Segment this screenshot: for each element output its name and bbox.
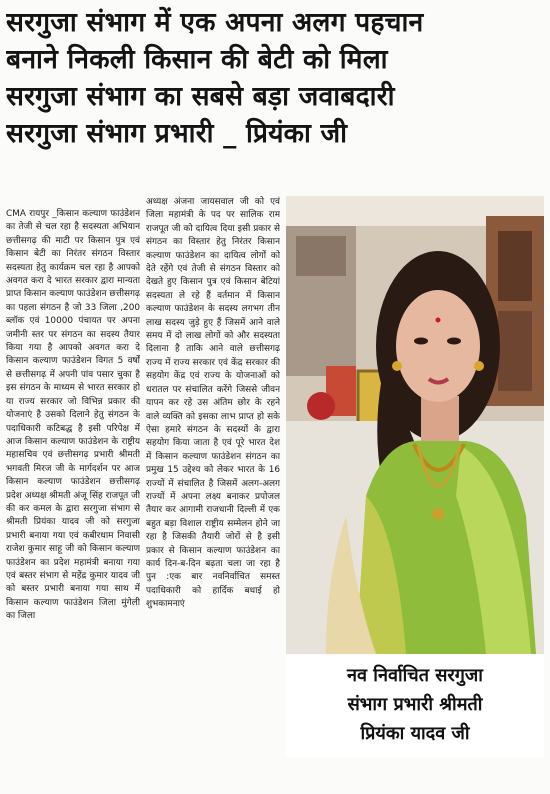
headline-line-3: सरगुजा संभाग का सबसे बड़ा जवाबदारी — [6, 81, 395, 112]
portrait-photo — [286, 196, 544, 654]
headline — [6, 4, 544, 152]
caption-line-3: प्रियंका यादव जी — [360, 723, 470, 744]
caption-line-2: संभाग प्रभारी श्रीमती — [347, 694, 483, 715]
photo-caption — [286, 655, 544, 757]
headline-line-2: बनाने निकली किसान की बेटी को मिला — [6, 44, 388, 75]
portrait-illustration — [286, 196, 544, 654]
caption-line-1: नव निर्वाचित सरगुजा — [347, 665, 483, 686]
headline-line-4: सरगुजा संभाग प्रभारी _ प्रियंका जी — [6, 118, 348, 149]
headline-line-1: सरगुजा संभाग में एक अपना अलग पहचान — [6, 7, 424, 38]
article-column-2: अध्यक्ष अंजना जायसवाल जी को एवं जिला महामंत्री के पद पर सालिक राम राजपूत जी को दायित्व दिया इसी प्रकार से संगठन का विस्तार हेतु निरंतर किसान कल्याण फाउंडेशन का दायित्व लोगों को देते रहेंगे एवं तेजी से संगठन विस्तार को देखते हुए किसान पुत्र एवं किसान बेटियां सदस्यता ले रहे हैं वर्तमान में किसान कल्याण फाउंडेशन के सदस्य लगभग तीन लाख सदस्य जुड़े हुए हैं जिसमें आने वाले समय में दो लाख लोगों को और सदस्यता दिलाना है ताकि आने वाले छत्तीसगढ़ राज्य में राज्य सरकार एवं केंद्र सरकार की सहयोग केंद्र एवं राज्य के योजनाओं को धरातल पर संचालित करेंगे जिससे जीवन यापन कर रहे उस अंतिम छोर के रहने वाले व्यक्ति को इसका लाभ प्राप्त हो सके ऐसा हमारे संगठन के सदस्यों के द्वारा सहयोग किया जाता है एवं पूरे भारत देश में किसान कल्याण फाउंडेशन संगठन का प्रमुख 15 उद्देश्य को लेकर भारत के 16 राज्यों में संचालित है जिसमें अलग-अलग राज्यों में अपना लक्ष्य बनाकर प्रपोजल तैयार कर आगामी राजधानी दिल्ली में एक बहुत बड़ा विशाल राष्ट्रीय सम्मेलन होने जा रहा है जिसकी तैयारी जोरों से है इसी प्रकार से किसान कल्याण फाउंडेशन का कार्य दिन-ब-दिन बढ़ता चला जा रहा है पुन :एक बार नवनिर्वाचित समस्त पदाधिकारी को हार्दिक बधाई हो शुभकामनाएं — [146, 197, 280, 610]
article-column-1: CMA रायपुर _किसान कल्याण फाउंडेशन का तेजी से चल रहा है सदस्यता अभियान छत्तीसगढ़ की माटी पर किसान पुत्र एवं किसान बेटी का निरंतर संगठन विस्तार सदस्यता हेतु कार्यक्रम चल रहा है आपको अवगत करा दे भारत सरकार द्वारा मान्यता प्राप्त किसान कल्याण फाउंडेशन छत्तीसगढ़ का पहला संगठन है जो 33 जिला ,200 ब्लॉक एवं 10000 पंचायत पर अपना जमीनी स्तर पर संगठन का सदस्य तैयार किया गया है आपको अवगत करा दे किसान कल्याण फाउंडेशन विगत 5 वर्षों से छत्तीसगढ़ में अपनी पांव पसार चुका है इस संगठन के माध्यम से भारत सरकार हो या राज्य सरकार जो विभिन्न प्रकार की योजनाएं है उसको दिलाने हेतु संगठन के पदाधिकारी कटिबद्ध है इसी परिपेक्ष में आज किसान कल्याण फाउंडेशन के राष्ट्रीय महासचिव एवं छत्तीसगढ़ प्रभारी श्रीमती भगवती मिरज जी के मार्गदर्शन पर आज किसान कल्याण फाउंडेशन छत्तीसगढ़ प्रदेश अध्यक्ष श्रीमती अंजू सिंह राजपूत जी की कर कमल के द्वारा सरगुजा संभाग से श्रीमती प्रियंका यादव जी को सरगुजा प्रभारी बनाया गया एवं कबीरधाम निवासी राजेश कुमार साहू जी को किसान कल्याण फाउंडेशन का प्रदेश महामंत्री बनाया गया एवं बस्तर संभाग से महेंद्र कुमार यादव जी को बस्तर प्रभारी बनाया गया साथ में किसान कल्याण फाउंडेशन जिला मुंगेली का जिला — [6, 209, 140, 622]
